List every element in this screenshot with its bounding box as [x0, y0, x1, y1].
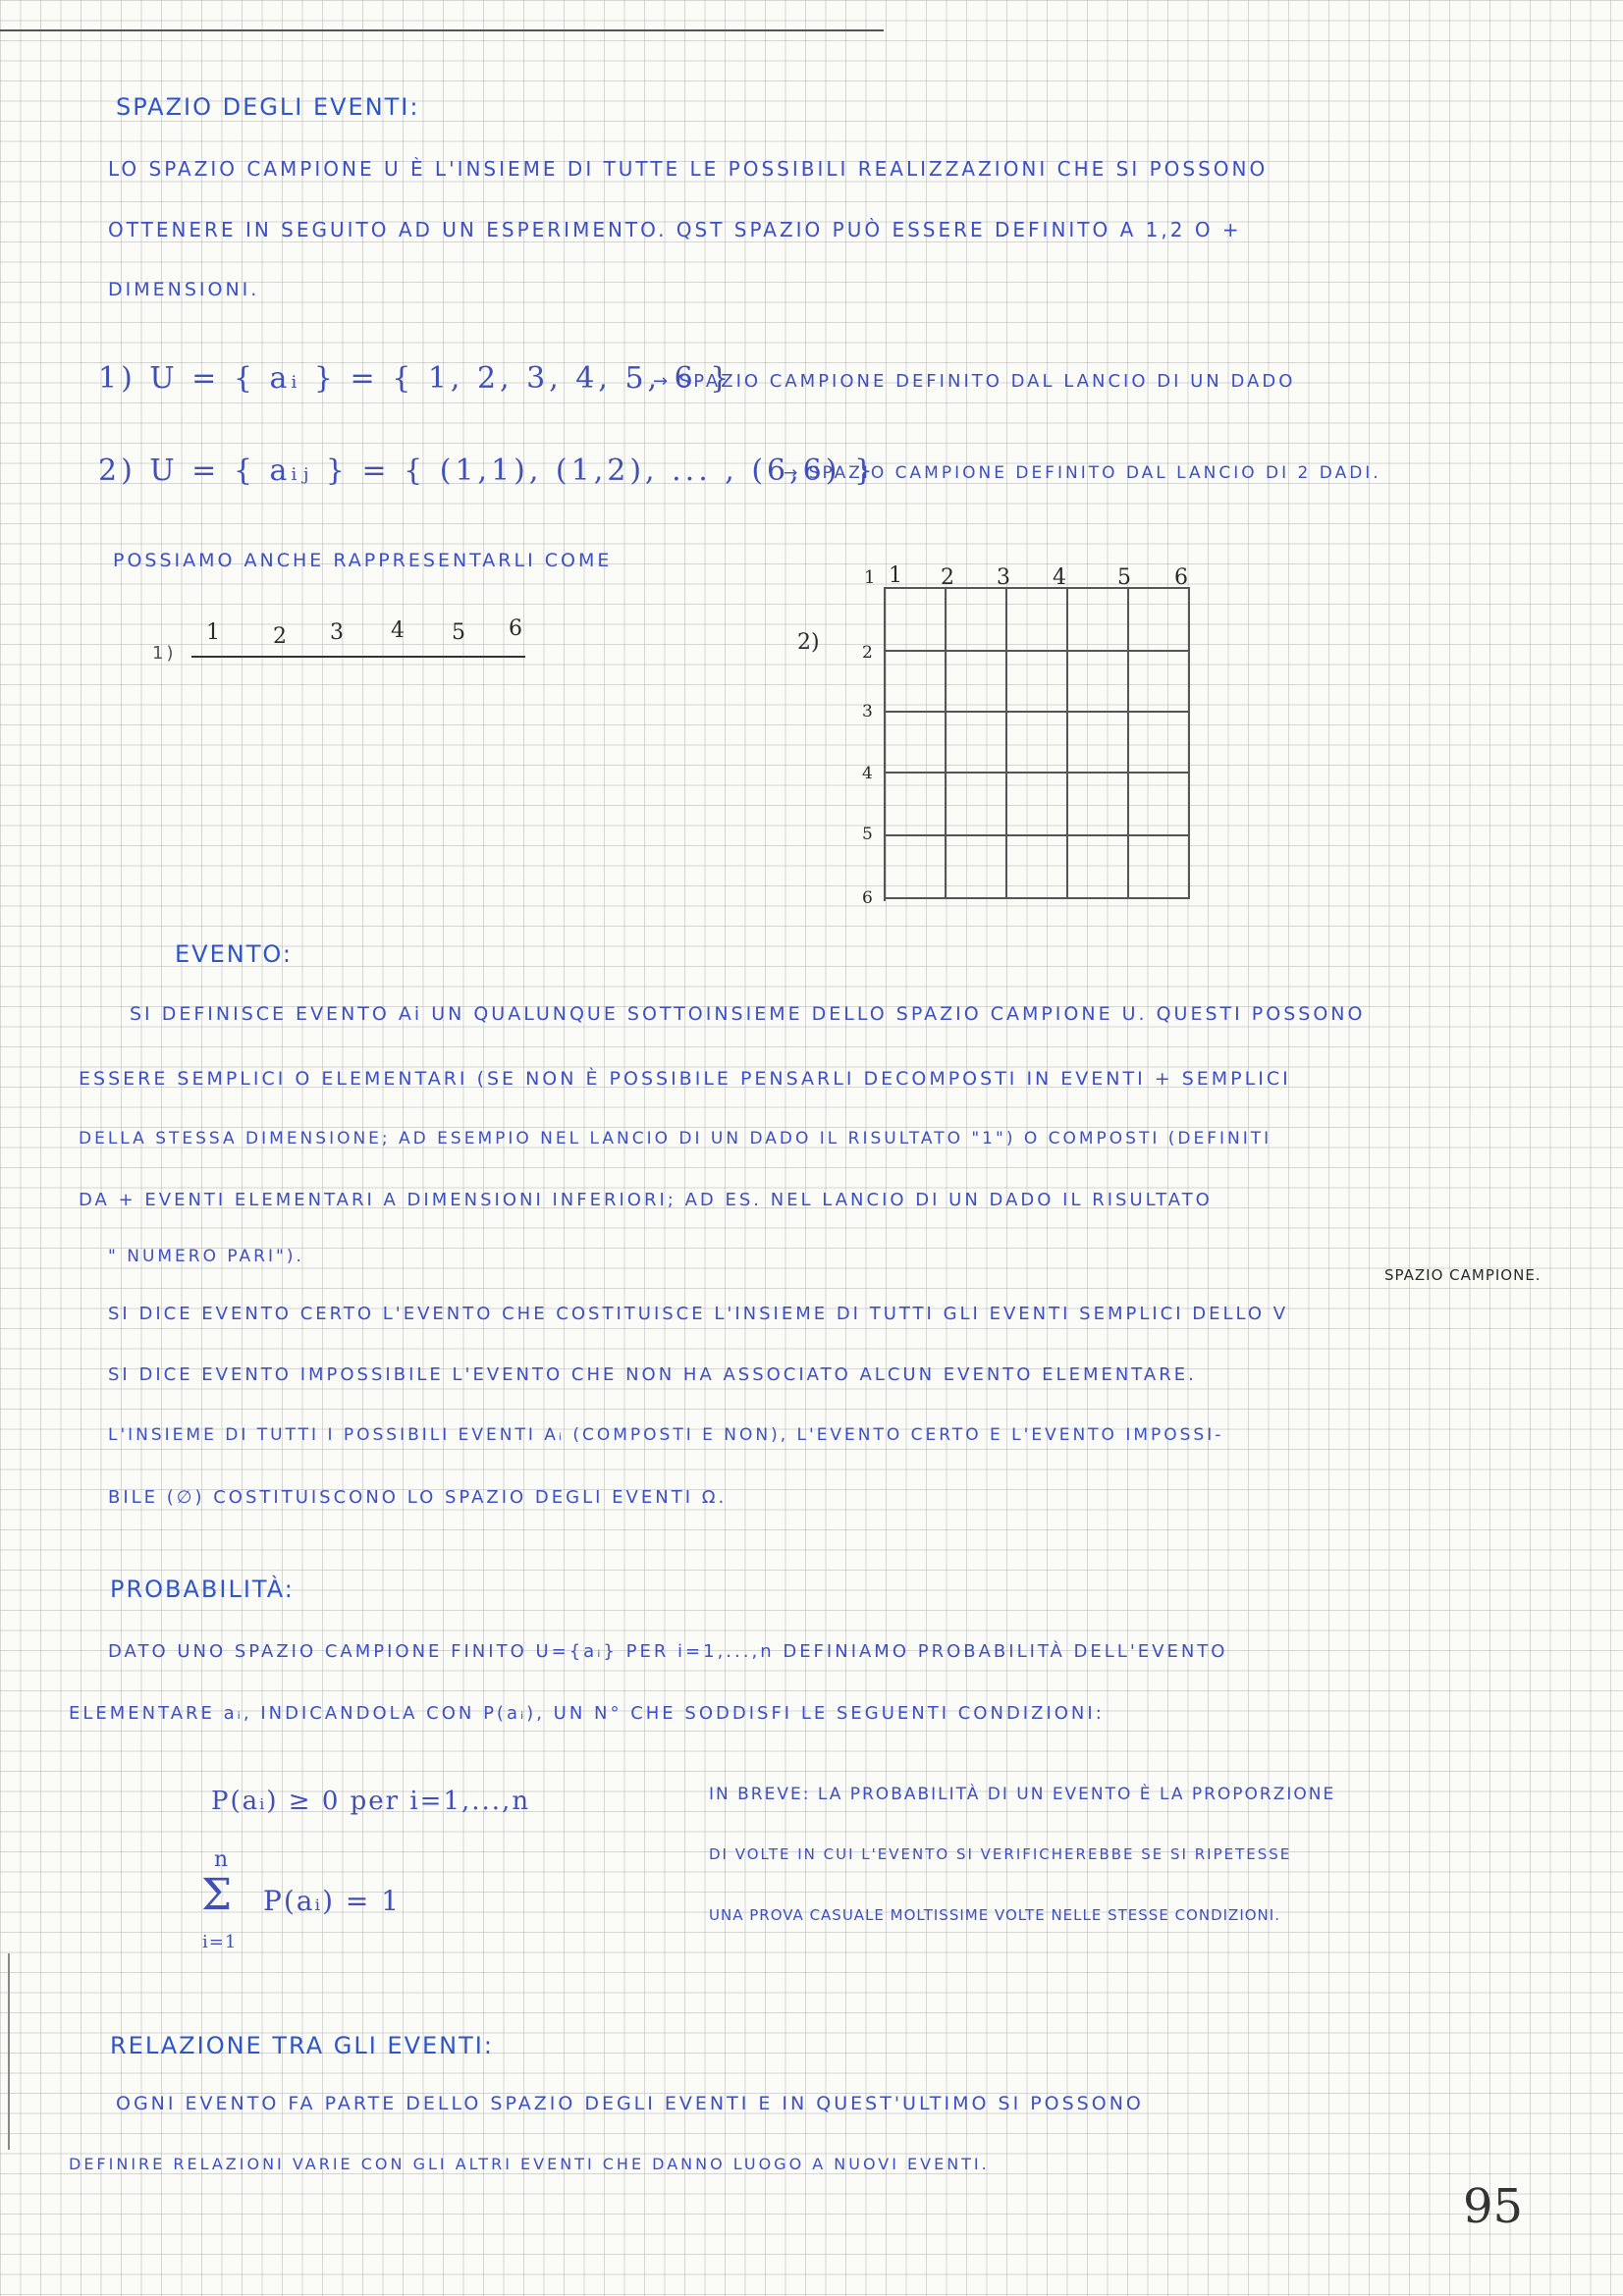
diagram-1-tick: 1 — [206, 620, 220, 645]
diagram-2-label: 2) — [797, 630, 820, 655]
heading-probabilita: PROBABILITÀ: — [110, 1575, 295, 1603]
diagram-1-axis — [191, 656, 525, 658]
top-edge-line — [0, 29, 884, 31]
grid-row-label: 4 — [862, 764, 873, 783]
certo-line-1: SI DICE EVENTO CERTO L'EVENTO CHE COSTITUISCE L'INSIEME DI TUTTI GLI EVENTI SEMPLICI DELLO V — [108, 1304, 1289, 1324]
certo-line-4: BILE (∅) COSTITUISCONO LO SPAZIO DEGLI EVENTI Ω. — [108, 1487, 728, 1508]
represent-line: POSSIAMO ANCHE RAPPRESENTARLI COME — [113, 550, 613, 571]
diagram-1-tick: 3 — [330, 620, 344, 645]
grid-cell — [1007, 774, 1068, 836]
grid-cell — [1129, 836, 1190, 899]
grid-col-label: 2 — [941, 565, 954, 590]
grid-cell — [947, 589, 1007, 652]
grid-cell — [886, 589, 947, 652]
certo-line-3: L'INSIEME DI TUTTI I POSSIBILI EVENTI Aᵢ (COMPOSTI E NON), L'EVENTO CERTO E L'EVENTO IMPOSSI- — [108, 1425, 1224, 1445]
grid-cell — [1007, 836, 1068, 899]
grid-cell — [1068, 713, 1129, 774]
grid-cell — [886, 774, 947, 836]
example-2-note: → SPAZIO CAMPIONE DEFINITO DAL LANCIO DI 2 DADI. — [784, 463, 1381, 483]
prob-line-1: DATO UNO SPAZIO CAMPIONE FINITO U={aᵢ} PER i=1,...,n DEFINIAMO PROBABILITÀ DELL'EVENTO — [108, 1641, 1228, 1662]
intro-line-1: LO SPAZIO CAMPIONE U È L'INSIEME DI TUTTE LE POSSIBILI REALIZZAZIONI CHE SI POSSONO — [108, 157, 1269, 181]
grid-col-label: 4 — [1053, 565, 1066, 590]
diagram-2-grid — [884, 587, 1190, 901]
condition-1: P(aᵢ) ≥ 0 per i=1,...,n — [211, 1787, 531, 1816]
grid-col-label: 5 — [1117, 565, 1131, 590]
heading-evento: EVENTO: — [175, 940, 293, 968]
diagram-1-label: 1) — [152, 643, 177, 664]
grid-cell — [1068, 774, 1129, 836]
grid-col-label: 3 — [997, 565, 1010, 590]
example-1-formula: 1) U = { aᵢ } = { 1, 2, 3, 4, 5, 6 } — [98, 361, 733, 396]
prob-line-2: ELEMENTARE aᵢ, INDICANDOLA CON P(aᵢ), UN N° CHE SODDISFI LE SEGUENTI CONDIZIONI: — [69, 1703, 1105, 1724]
example-2-formula: 2) U = { aᵢⱼ } = { (1,1), (1,2), ... , (6,6) } — [98, 454, 878, 488]
grid-col-label: 1 — [889, 563, 902, 588]
diagram-1-tick: 5 — [452, 620, 465, 645]
diagram-1-tick: 2 — [273, 624, 287, 649]
grid-cell — [947, 774, 1007, 836]
relazione-line-1: OGNI EVENTO FA PARTE DELLO SPAZIO DEGLI EVENTI E IN QUEST'ULTIMO SI POSSONO — [116, 2093, 1144, 2114]
intro-line-2: OTTENERE IN SEGUITO AD UN ESPERIMENTO. QST SPAZIO PUÒ ESSERE DEFINITO A 1,2 O + — [108, 218, 1242, 241]
grid-row-label: 3 — [862, 702, 873, 721]
relazione-line-2: DEFINIRE RELAZIONI VARIE CON GLI ALTRI EVENTI CHE DANNO LUOGO A NUOVI EVENTI. — [69, 2155, 990, 2173]
evento-line-3: DELLA STESSA DIMENSIONE; AD ESEMPIO NEL LANCIO DI UN DADO IL RISULTATO "1") O COMPOSTI (DEFINITI — [79, 1129, 1272, 1148]
in-breve-line-1: IN BREVE: LA PROBABILITÀ DI UN EVENTO È LA PROPORZIONE — [709, 1785, 1336, 1804]
grid-cell — [947, 836, 1007, 899]
grid-cell — [886, 836, 947, 899]
grid-row-label: 2 — [862, 643, 873, 663]
grid-cell — [1129, 589, 1190, 652]
condition-2-sigma: Σ — [201, 1870, 237, 1920]
grid-cell — [1068, 836, 1129, 899]
evento-line-1: SI DEFINISCE EVENTO Ai UN QUALUNQUE SOTTOINSIEME DELLO SPAZIO CAMPIONE U. QUESTI POSSONO — [130, 1003, 1366, 1025]
grid-cell — [1068, 589, 1129, 652]
evento-line-2: ESSERE SEMPLICI O ELEMENTARI (SE NON È POSSIBILE PENSARLI DECOMPOSTI IN EVENTI + SEMPLICI — [79, 1068, 1291, 1090]
grid-cell — [947, 652, 1007, 713]
grid-row-label: 6 — [862, 888, 873, 908]
grid-cell — [1007, 713, 1068, 774]
diagram-1-tick: 6 — [509, 616, 522, 641]
diagram-1-tick: 4 — [391, 618, 405, 643]
grid-cell — [1129, 652, 1190, 713]
condition-2-body: P(aᵢ) = 1 — [263, 1885, 402, 1917]
grid-cell — [886, 652, 947, 713]
grid-row-label: 5 — [862, 825, 873, 844]
example-1-note: → SPAZIO CAMPIONE DEFINITO DAL LANCIO DI UN DADO — [653, 371, 1296, 392]
condition-2-upper: n — [214, 1847, 233, 1872]
evento-line-5: " NUMERO PARI"). — [108, 1247, 304, 1266]
grid-cell — [947, 713, 1007, 774]
intro-line-3: DIMENSIONI. — [108, 279, 260, 300]
grid-col-label: 6 — [1174, 565, 1188, 590]
heading-spazio-eventi: SPAZIO DEGLI EVENTI: — [116, 93, 420, 121]
grid-cell — [1129, 713, 1190, 774]
grid-cell — [886, 713, 947, 774]
grid-cell — [1007, 589, 1068, 652]
certo-line-2: SI DICE EVENTO IMPOSSIBILE L'EVENTO CHE NON HA ASSOCIATO ALCUN EVENTO ELEMENTARE. — [108, 1364, 1197, 1385]
condition-2-lower: i=1 — [202, 1932, 238, 1952]
in-breve-line-2: DI VOLTE IN CUI L'EVENTO SI VERIFICHEREBBE SE SI RIPETESSE — [709, 1845, 1292, 1863]
evento-line-4: DA + EVENTI ELEMENTARI A DIMENSIONI INFERIORI; AD ES. NEL LANCIO DI UN DADO IL RISULTATO — [79, 1190, 1213, 1210]
in-breve-line-3: UNA PROVA CASUALE MOLTISSIME VOLTE NELLE STESSE CONDIZIONI. — [709, 1906, 1280, 1924]
grid-cell — [1129, 774, 1190, 836]
page-number: 95 — [1463, 2179, 1524, 2234]
side-label-spazio-campione: SPAZIO CAMPIONE. — [1384, 1266, 1542, 1284]
left-margin-mark — [8, 1953, 10, 2150]
heading-relazione: RELAZIONE TRA GLI EVENTI: — [110, 2032, 494, 2059]
grid-cell — [1068, 652, 1129, 713]
grid-cell — [1007, 652, 1068, 713]
grid-corner-label: 1 — [864, 567, 876, 588]
